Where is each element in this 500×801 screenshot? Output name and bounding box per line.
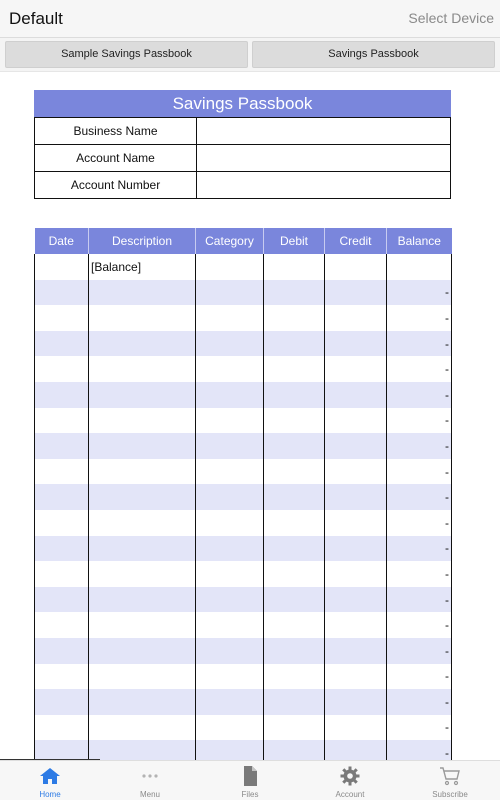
cell-debit[interactable]	[264, 382, 325, 408]
nav-label-subscribe: Subscribe	[432, 790, 468, 799]
cell-description[interactable]	[89, 408, 196, 434]
cell-debit[interactable]	[264, 561, 325, 587]
cell-description[interactable]	[89, 664, 196, 690]
cell-balance[interactable]: -	[387, 536, 452, 562]
nav-subscribe[interactable]	[400, 761, 500, 801]
column-header-debit: Debit	[264, 228, 325, 254]
nav-home[interactable]	[0, 761, 100, 801]
cell-category[interactable]	[196, 356, 264, 382]
ledger-row	[35, 433, 452, 459]
cell-debit[interactable]	[264, 689, 325, 715]
cell-date[interactable]	[35, 305, 89, 331]
gear-icon	[338, 766, 362, 786]
cell-category[interactable]	[196, 561, 264, 587]
cell-balance[interactable]: -	[387, 433, 452, 459]
cell-description[interactable]	[89, 305, 196, 331]
ledger-row	[35, 689, 452, 715]
ledger-row	[35, 510, 452, 536]
cell-credit[interactable]	[325, 689, 387, 715]
ledger-row	[35, 331, 452, 357]
cell-balance[interactable]: -	[387, 459, 452, 485]
ledger-body	[35, 254, 452, 766]
cell-description[interactable]	[89, 561, 196, 587]
cell-description[interactable]	[89, 331, 196, 357]
cell-balance[interactable]: -	[387, 689, 452, 715]
column-header-credit: Credit	[325, 228, 387, 254]
more-dots-icon	[138, 766, 162, 786]
cell-credit[interactable]	[325, 433, 387, 459]
account-number-label: Account Number	[35, 172, 197, 199]
account-name-field[interactable]	[197, 145, 451, 172]
ledger-row	[35, 638, 452, 664]
business-name-field[interactable]	[197, 118, 451, 145]
column-header-description: Description	[89, 228, 196, 254]
cell-credit[interactable]	[325, 715, 387, 741]
cell-description[interactable]	[89, 638, 196, 664]
cell-description[interactable]	[89, 459, 196, 485]
cell-credit[interactable]	[325, 459, 387, 485]
cell-credit[interactable]	[325, 331, 387, 357]
cell-category[interactable]	[196, 433, 264, 459]
cell-balance[interactable]: -	[387, 408, 452, 434]
cell-category[interactable]	[196, 612, 264, 638]
cell-credit[interactable]	[325, 484, 387, 510]
cell-date[interactable]	[35, 331, 89, 357]
cart-icon	[438, 766, 462, 786]
ledger-table	[34, 228, 452, 766]
tab-sample-savings-passbook[interactable]: Sample Savings Passbook	[5, 41, 248, 68]
cell-category[interactable]	[196, 459, 264, 485]
cell-credit[interactable]	[325, 587, 387, 613]
cell-debit[interactable]	[264, 356, 325, 382]
cell-credit[interactable]	[325, 305, 387, 331]
cell-category[interactable]	[196, 484, 264, 510]
cell-credit[interactable]	[325, 612, 387, 638]
cell-balance[interactable]: -	[387, 484, 452, 510]
cell-description[interactable]	[89, 433, 196, 459]
cell-description[interactable]	[89, 356, 196, 382]
cell-date[interactable]	[35, 587, 89, 613]
ledger-row	[35, 715, 452, 741]
cell-credit[interactable]	[325, 382, 387, 408]
cell-date[interactable]	[35, 561, 89, 587]
cell-credit[interactable]	[325, 254, 387, 280]
cell-date[interactable]	[35, 408, 89, 434]
cell-debit[interactable]	[264, 254, 325, 280]
info-row-account-number	[35, 172, 451, 199]
cell-credit[interactable]	[325, 664, 387, 690]
cell-date[interactable]	[35, 382, 89, 408]
cell-debit[interactable]	[264, 536, 325, 562]
cell-debit[interactable]	[264, 459, 325, 485]
info-row-business-name	[35, 118, 451, 145]
cell-description[interactable]	[89, 715, 196, 741]
cell-category[interactable]	[196, 536, 264, 562]
cell-category[interactable]	[196, 254, 264, 280]
cell-debit[interactable]	[264, 510, 325, 536]
cell-balance[interactable]: -	[387, 561, 452, 587]
cell-debit[interactable]	[264, 408, 325, 434]
passbook-title: Savings Passbook	[34, 90, 451, 117]
cell-balance[interactable]: -	[387, 510, 452, 536]
cell-credit[interactable]	[325, 536, 387, 562]
account-number-field[interactable]	[197, 172, 451, 199]
file-icon	[238, 766, 262, 786]
cell-date[interactable]	[35, 459, 89, 485]
cell-category[interactable]	[196, 664, 264, 690]
ledger-row	[35, 382, 452, 408]
cell-credit[interactable]	[325, 280, 387, 306]
cell-date[interactable]	[35, 433, 89, 459]
nav-label-home: Home	[39, 790, 61, 799]
ledger-row	[35, 254, 452, 280]
document-name: Default	[9, 9, 63, 28]
cell-date[interactable]	[35, 612, 89, 638]
cell-balance[interactable]: -	[387, 638, 452, 664]
column-header-balance: Balance	[387, 228, 452, 254]
cell-debit[interactable]	[264, 331, 325, 357]
cell-date[interactable]	[35, 484, 89, 510]
nav-label-menu: Menu	[139, 790, 160, 799]
column-header-category: Category	[196, 228, 264, 254]
account-name-label: Account Name	[35, 145, 197, 172]
cell-credit[interactable]	[325, 356, 387, 382]
cell-category[interactable]	[196, 382, 264, 408]
cell-credit[interactable]	[325, 638, 387, 664]
ledger-row	[35, 612, 452, 638]
ledger-row	[35, 459, 452, 485]
cell-description[interactable]	[89, 612, 196, 638]
cell-balance[interactable]: -	[387, 305, 452, 331]
cell-debit[interactable]	[264, 715, 325, 741]
cell-balance[interactable]: -	[387, 664, 452, 690]
cell-category[interactable]	[196, 689, 264, 715]
cell-balance[interactable]: -	[387, 612, 452, 638]
ledger-row	[35, 561, 452, 587]
cell-description[interactable]	[89, 536, 196, 562]
cell-balance[interactable]: -	[387, 280, 452, 306]
tab-savings-passbook[interactable]: Savings Passbook	[252, 41, 495, 68]
nav-menu[interactable]	[100, 761, 200, 801]
cell-category[interactable]	[196, 305, 264, 331]
cell-date[interactable]	[35, 664, 89, 690]
top-bar	[0, 0, 500, 38]
info-row-account-name	[35, 145, 451, 172]
ledger-row	[35, 408, 452, 434]
ledger-row	[35, 280, 452, 306]
cell-debit[interactable]	[264, 638, 325, 664]
cell-date[interactable]	[35, 536, 89, 562]
cell-debit[interactable]	[264, 587, 325, 613]
nav-account[interactable]	[300, 761, 400, 801]
cell-debit[interactable]	[264, 280, 325, 306]
cell-date[interactable]	[35, 254, 89, 280]
cell-date[interactable]	[35, 356, 89, 382]
cell-debit[interactable]	[264, 664, 325, 690]
cell-category[interactable]	[196, 715, 264, 741]
account-info-table	[34, 117, 451, 199]
cell-balance[interactable]: -	[387, 356, 452, 382]
bottom-nav	[0, 760, 500, 800]
cell-balance[interactable]: -	[387, 740, 452, 766]
cell-category[interactable]	[196, 510, 264, 536]
cell-date[interactable]	[35, 510, 89, 536]
cell-category[interactable]	[196, 408, 264, 434]
cell-debit[interactable]	[264, 305, 325, 331]
cell-balance[interactable]	[387, 254, 452, 280]
cell-debit[interactable]	[264, 433, 325, 459]
cell-date[interactable]	[35, 715, 89, 741]
column-header-date: Date	[35, 228, 89, 254]
cell-date[interactable]	[35, 638, 89, 664]
ledger-row	[35, 305, 452, 331]
business-name-label: Business Name	[35, 118, 197, 145]
ledger-row	[35, 664, 452, 690]
cell-balance[interactable]: -	[387, 587, 452, 613]
cell-balance[interactable]: -	[387, 331, 452, 357]
cell-description[interactable]	[89, 587, 196, 613]
ledger-row	[35, 587, 452, 613]
ledger-header-row	[35, 228, 452, 254]
cell-date[interactable]	[35, 689, 89, 715]
cell-category[interactable]	[196, 587, 264, 613]
nav-label-account: Account	[335, 790, 365, 799]
cell-category[interactable]	[196, 331, 264, 357]
cell-debit[interactable]	[264, 484, 325, 510]
ledger-row	[35, 356, 452, 382]
cell-debit[interactable]	[264, 612, 325, 638]
cell-description[interactable]: [Balance]	[89, 254, 196, 280]
cell-description[interactable]	[89, 484, 196, 510]
cell-credit[interactable]	[325, 510, 387, 536]
cell-date[interactable]	[35, 280, 89, 306]
tab-bar	[0, 38, 500, 72]
cell-credit[interactable]	[325, 408, 387, 434]
ledger-row	[35, 536, 452, 562]
cell-description[interactable]	[89, 689, 196, 715]
nav-files[interactable]	[200, 761, 300, 801]
ledger-row	[35, 484, 452, 510]
cell-balance[interactable]: -	[387, 715, 452, 741]
cell-category[interactable]	[196, 638, 264, 664]
nav-label-files: Files	[241, 790, 259, 799]
cell-balance[interactable]: -	[387, 382, 452, 408]
cell-description[interactable]	[89, 510, 196, 536]
cell-category[interactable]	[196, 280, 264, 306]
cell-description[interactable]	[89, 280, 196, 306]
cell-description[interactable]	[89, 382, 196, 408]
select-device-button[interactable]: Select Device	[408, 10, 494, 26]
cell-credit[interactable]	[325, 561, 387, 587]
home-icon	[38, 766, 62, 786]
